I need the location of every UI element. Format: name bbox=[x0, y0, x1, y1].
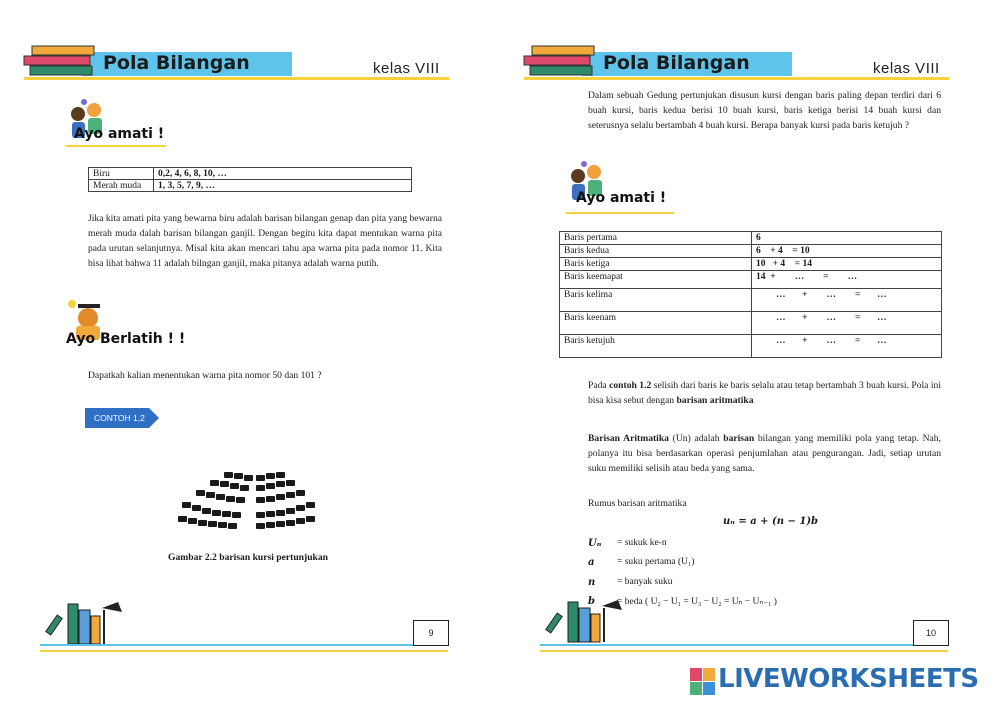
def-text: = suku pertama (U₁) bbox=[617, 557, 695, 567]
table-cell: 0,2, 4, 6, 8, 10, … bbox=[154, 168, 412, 180]
books-lamp-icon bbox=[42, 600, 126, 646]
page-title: Pola Bilangan bbox=[103, 52, 250, 74]
page-number: 10 bbox=[913, 620, 949, 646]
heading-underline bbox=[66, 145, 166, 147]
books-stack-icon bbox=[22, 44, 102, 78]
table-cell: 6 + 4 = 10 bbox=[752, 245, 942, 258]
table-cell: Merah muda bbox=[89, 180, 154, 192]
table-cell: Baris ketiga bbox=[560, 258, 752, 271]
contoh-label: CONTOH 1,2 bbox=[85, 408, 149, 428]
liveworksheets-logo-icon bbox=[690, 668, 716, 696]
table-row bbox=[560, 245, 942, 258]
page-title: Pola Bilangan bbox=[603, 52, 750, 74]
contoh-paragraph bbox=[588, 378, 941, 408]
def-symbol: a bbox=[588, 557, 595, 568]
ayo-berlatih-heading: Ayo Berlatih ! ! bbox=[66, 331, 186, 347]
table-row bbox=[560, 271, 942, 289]
formula: uₙ = a + (n − 1)b bbox=[723, 516, 819, 527]
table-cell: Biru bbox=[89, 168, 154, 180]
footer-line-blue bbox=[540, 644, 948, 646]
seating-arrangement-figure bbox=[176, 468, 324, 532]
table-cell: 14 + … = … bbox=[752, 271, 942, 289]
contoh-arrow-tip bbox=[149, 408, 159, 428]
text-run-bold: Barisan Aritmatika bbox=[588, 433, 669, 444]
table-cell: 10 + 4 = 14 bbox=[752, 258, 942, 271]
table-row bbox=[560, 232, 942, 245]
table-cell: Baris kelima bbox=[560, 289, 752, 312]
figure-caption: Gambar 2.2 barisan kursi pertunjukan bbox=[168, 552, 329, 563]
table-cell: Baris keenam bbox=[560, 312, 752, 335]
def-text: = sukuk ke-n bbox=[617, 538, 667, 548]
rumus-label: Rumus barisan aritmatika bbox=[588, 498, 687, 509]
color-table bbox=[88, 167, 412, 192]
chairs bbox=[178, 472, 315, 529]
definition-paragraph bbox=[588, 431, 941, 476]
table-row bbox=[89, 180, 412, 192]
footer-line-yellow bbox=[40, 650, 448, 652]
table-cell: Baris pertama bbox=[560, 232, 752, 245]
table-row bbox=[560, 258, 942, 271]
def-symbol: b bbox=[588, 596, 595, 607]
def-text: = beda ( U₂ − U₁ = U₃ − U₂ = Uₙ − Uₙ₋₁ ) bbox=[617, 597, 777, 607]
text-run-bold: barisan aritmatika bbox=[676, 395, 754, 406]
table-cell: … + … = … bbox=[752, 335, 942, 358]
def-symbol: Uₙ bbox=[588, 538, 602, 549]
table-row bbox=[89, 168, 412, 180]
ayo-amati-heading: Ayo amati ! bbox=[576, 190, 667, 206]
ayo-amati-heading: Ayo amati ! bbox=[74, 126, 165, 142]
intro-paragraph: Dalam sebuah Gedung pertunjukan disusun kursi dengan baris paling depan terdiri dari 6 buah kursi, baris kedua berisi 10 buah kursi, baris ketiga berisi 14 buah kursi dan seterusnya selalu bertambah 4 buah kursi. Berapa banyak kursi pada baris ketujuh ? bbox=[588, 90, 941, 131]
def-text: = banyak suku bbox=[617, 577, 673, 587]
table-cell: 1, 3, 5, 7, 9, … bbox=[154, 180, 412, 192]
class-label: kelas VIII bbox=[373, 60, 440, 77]
table-row bbox=[560, 289, 942, 312]
table-cell: Baris ketujuh bbox=[560, 335, 752, 358]
books-lamp-icon bbox=[542, 598, 626, 644]
text-run: Pada bbox=[588, 380, 610, 391]
table-cell: … + … = … bbox=[752, 312, 942, 335]
def-symbol: n bbox=[588, 577, 596, 588]
footer-line-blue bbox=[40, 644, 448, 646]
text-run: selisih dari baris ke baris selalu atau tetap bertambah 3 buah kursi. Pola ini bisa kisa sebut dengan bbox=[588, 380, 941, 406]
table-row bbox=[560, 335, 942, 358]
liveworksheets-text: LIVEWORKSHEETS bbox=[718, 664, 979, 694]
heading-underline bbox=[566, 212, 674, 214]
explanation-paragraph: Jika kita amati pita yang bewarna biru adalah barisan bilangan genap dan pita yang bewarna merah muda dalah barisan bilangan ganjil. Dengan begitu kita dapat mentukan warna pita pada urutan selanjutnya. Misal kita akan mencari tahu apa warna pita pada nomor 11. Kita bisa lihat bahwa 11 adalah bilngan ganjil, maka pitanya adalah warna putih. bbox=[88, 213, 442, 269]
table-cell: 6 bbox=[752, 232, 942, 245]
text-run: (Un) adalah bbox=[668, 433, 724, 444]
text-run: bilangan yang memiliki pola yang tetap. Nah, polanya itu bisa berdasarkan operasi penjumlahan atau pengurangan. Jadi, setiap urutan suku memiliki selisih atau beda yang sama. bbox=[588, 433, 941, 474]
books-stack-icon bbox=[522, 44, 602, 78]
table-cell: Baris kedua bbox=[560, 245, 752, 258]
text-run-bold: contoh 1.2 bbox=[609, 380, 652, 391]
rows-table bbox=[559, 231, 942, 358]
text-run-bold: barisan bbox=[723, 433, 755, 444]
table-cell: Baris keemapat bbox=[560, 271, 752, 289]
class-label: kelas VIII bbox=[873, 60, 940, 77]
page-number: 9 bbox=[413, 620, 449, 646]
table-row bbox=[560, 312, 942, 335]
exercise-question: Dapatkah kalian menentukan warna pita nomor 50 dan 101 ? bbox=[88, 370, 322, 381]
table-cell: … + … = … bbox=[752, 289, 942, 312]
footer-line-yellow bbox=[540, 650, 948, 652]
